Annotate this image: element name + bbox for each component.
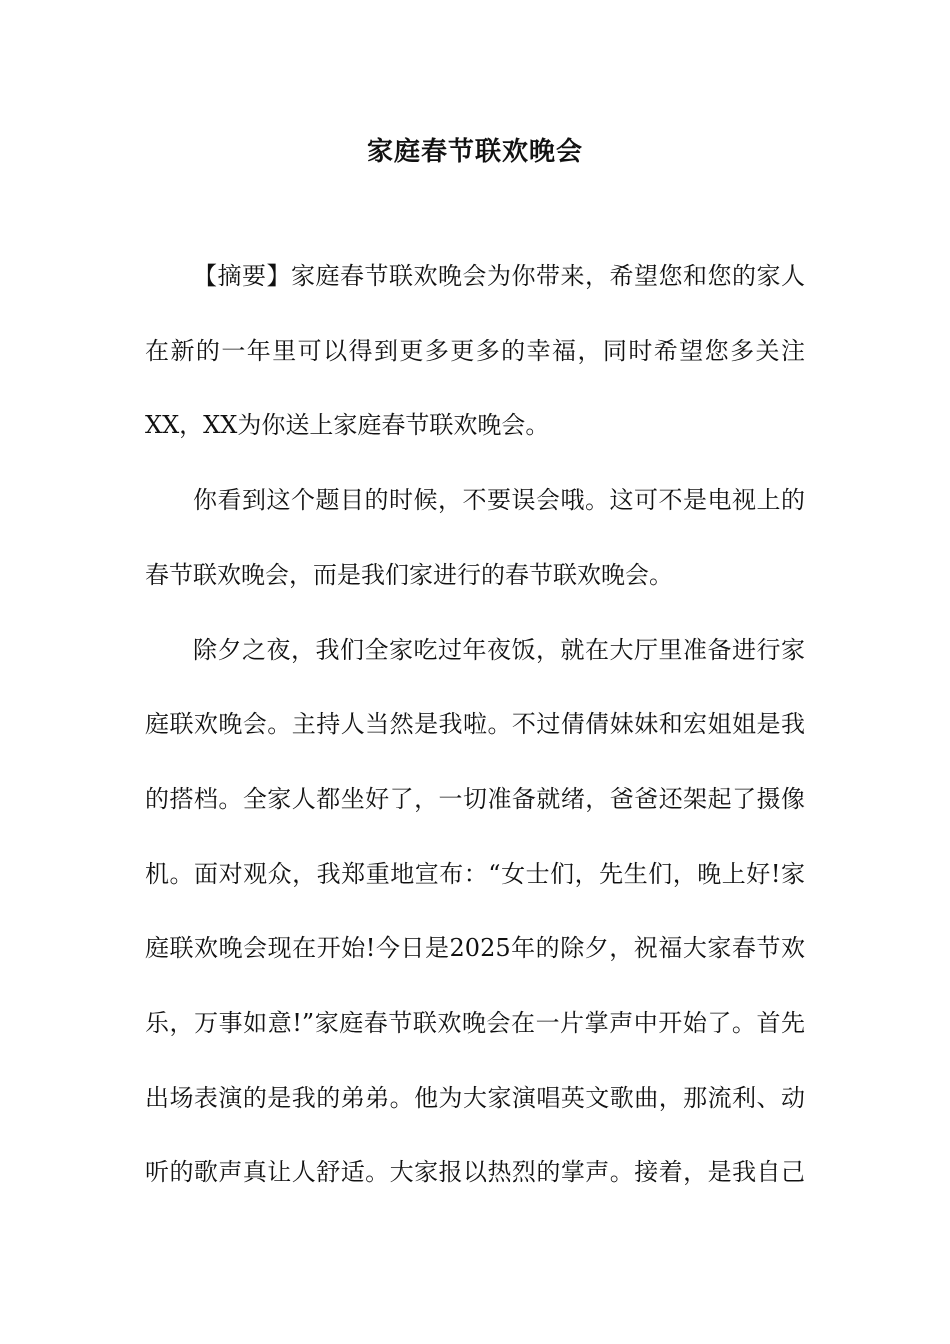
paragraph-2-line-1: 你看到这个题目的时候，不要误会哦。这可不是电视上的	[193, 486, 805, 514]
paragraph-2-line-2: 春节联欢晚会，而是我们家进行的春节联欢晚会。	[145, 561, 673, 589]
document-title: 家庭春节联欢晚会	[366, 137, 583, 167]
paragraph-1-line-3: XX，XX为你送上家庭春节联欢晚会。	[145, 411, 550, 439]
paragraph-3-line-1: 除夕之夜，我们全家吃过年夜饭，就在大厅里准备进行家	[193, 636, 805, 664]
paragraph-1-line-2: 在新的一年里可以得到更多更多的幸福，同时希望您多关注	[145, 337, 805, 365]
paragraph-3-line-4: 机。面对观众，我郑重地宣布：“女士们，先生们，晚上好!家	[145, 860, 805, 888]
paragraph-3-line-5: 庭联欢晚会现在开始!今日是2025年的除夕，祝福大家春节欢	[145, 934, 805, 962]
paragraph-1-line-1: 【摘要】家庭春节联欢晚会为你带来，希望您和您的家人	[193, 262, 805, 290]
paragraph-3-line-7: 出场表演的是我的弟弟。他为大家演唱英文歌曲，那流利、动	[145, 1084, 805, 1112]
paragraph-3-line-6: 乐，万事如意!”家庭春节联欢晚会在一片掌声中开始了。首先	[145, 1009, 805, 1037]
paragraph-3-line-8: 听的歌声真让人舒适。大家报以热烈的掌声。接着，是我自己	[145, 1158, 805, 1186]
paragraph-3-line-3: 的搭档。全家人都坐好了，一切准备就绪，爸爸还架起了摄像	[145, 785, 805, 813]
paragraph-3-line-2: 庭联欢晚会。主持人当然是我啦。不过倩倩妹妹和宏姐姐是我	[145, 710, 805, 738]
